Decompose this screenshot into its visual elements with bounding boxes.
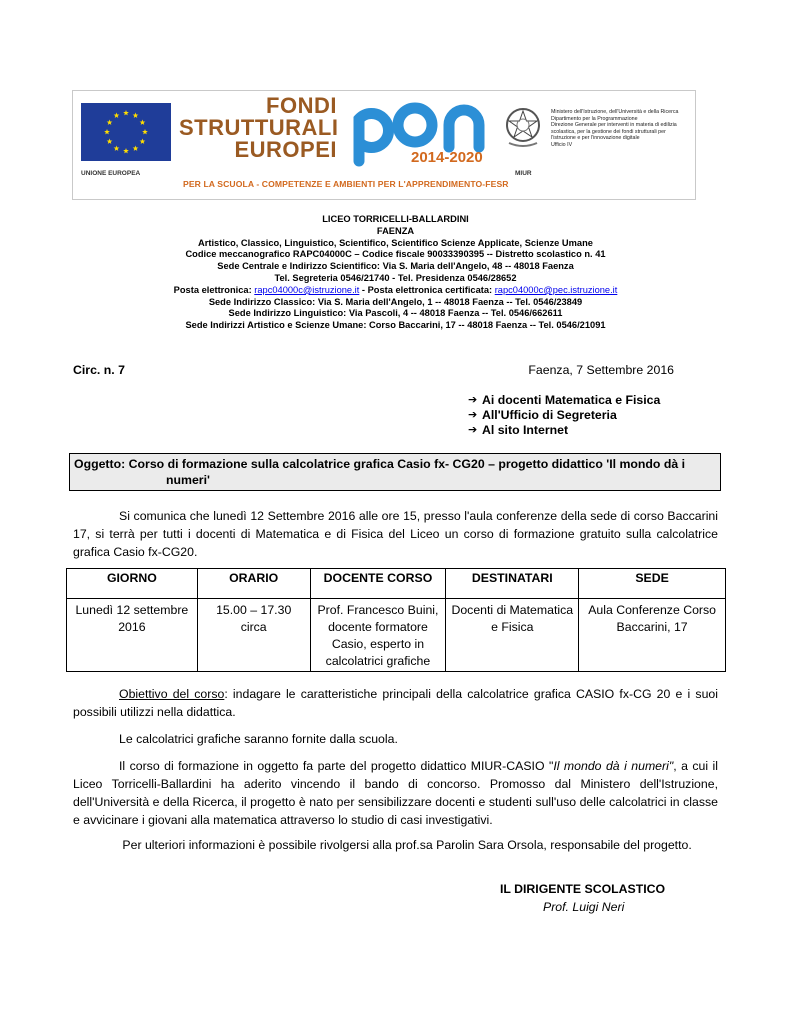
pec-link[interactable]: rapc04000c@pec.istruzione.it <box>494 284 618 295</box>
fondi-strutturali-logo <box>179 95 337 161</box>
table-header-row <box>67 569 726 599</box>
fondi-line: FONDI <box>266 93 337 118</box>
pon-banner <box>72 90 696 200</box>
school-codes: Codice meccanografico RAPC04000C – Codice fiscale 90033390395 -- Distretto scolastico n. 41 <box>185 249 606 260</box>
eu-label: UNIONE EUROPEA <box>81 170 141 177</box>
subject-box <box>69 453 721 491</box>
column-header: SEDE <box>579 569 726 599</box>
recipient-label: Ai docenti Matematica e Fisica <box>482 393 661 407</box>
info-text: Per ulteriori informazioni è possibile rivolgersi alla prof.sa Parolin Sara Orsola, responsabile del progetto. <box>119 838 692 852</box>
document-date: Faenza, 7 Settembre 2016 <box>528 363 674 377</box>
arrow-right-icon: ➔ <box>468 424 478 436</box>
column-header: ORARIO <box>197 569 310 599</box>
table-cell: Prof. Francesco Buini, docente formatore Casio, esperto in calcolatrici grafiche <box>310 599 446 672</box>
arrow-right-icon: ➔ <box>468 409 478 421</box>
school-city: FAENZA <box>376 225 415 236</box>
table-cell: 15.00 – 17.30 circa <box>197 599 310 672</box>
table-cell: Docenti di Matematica e Fisica <box>446 599 579 672</box>
email-link[interactable]: rapc04000c@istruzione.it <box>254 284 360 295</box>
calculators-paragraph <box>73 730 718 748</box>
school-name: LICEO TORRICELLI-BALLARDINI <box>322 214 469 224</box>
recipient-item <box>468 393 660 408</box>
school-main-site: Sede Centrale e Indirizzo Scientifico: Via S. Maria dell'Angelo, 48 -- 48018 Faenza <box>217 261 574 272</box>
italian-republic-emblem-icon <box>503 103 543 149</box>
subject-line: numeri' <box>166 473 210 487</box>
school-courses: Artistico, Classico, Linguistico, Scientifico, Scientifico Scienze Applicate, Scienze Umane <box>198 237 593 248</box>
miur-text-line: Direzione Generale per interventi in materia di edilizia <box>551 122 677 129</box>
intro-paragraph <box>73 507 718 561</box>
project-text-before: Il corso di formazione in oggetto fa parte del progetto didattico MIUR-CASIO " <box>119 759 554 773</box>
table-row <box>67 599 726 672</box>
school-phones: Tel. Segreteria 0546/21740 - Tel. Presidenza 0546/28652 <box>274 272 517 283</box>
project-paragraph <box>73 757 718 829</box>
objective-text: : indagare le caratteristiche principali della calcolatrice grafica CASIO fx-CG 20 e i suoi possibili utilizzi nella didattica. <box>73 687 718 719</box>
school-linguistico-site: Sede Indirizzo Linguistico: Via Pascoli, 4 -- 48018 Faenza -- Tel. 0546/662611 <box>228 308 563 319</box>
email-label: Posta elettronica: <box>173 284 255 295</box>
project-text-after: , a cui il Liceo Torricelli-Ballardini ha aderito vincendo il bando di concorso. Promosso dal Ministero dell'Istruzione, dell'Università e della Ricerca, il progetto è nato per sensibilizzare docenti e studenti sull'uso delle calcolatrici in classe e avvicinare i giovani alla matematica attraverso lo studio di casi investigativi. <box>73 759 718 827</box>
recipient-label: Al sito Internet <box>482 423 569 437</box>
miur-department-text <box>551 109 697 149</box>
eu-flag-icon <box>81 103 171 161</box>
objective-paragraph <box>73 685 718 721</box>
column-header: DOCENTE CORSO <box>310 569 446 599</box>
course-table <box>66 568 726 672</box>
circular-number: Circ. n. 7 <box>73 363 125 377</box>
table-cell: Lunedì 12 settembre 2016 <box>67 599 198 672</box>
info-paragraph <box>73 836 718 854</box>
objective-label: Obiettivo del corso <box>119 687 225 701</box>
pec-label: - Posta elettronica certificata: <box>359 284 495 295</box>
table-cell: Aula Conferenze Corso Baccarini, 17 <box>579 599 726 672</box>
miur-text-line: Ministero dell'Istruzione, dell'Università e della Ricerca <box>551 109 679 115</box>
fondi-line: EUROPEI <box>234 137 337 162</box>
school-header <box>60 214 731 332</box>
school-emails <box>60 285 731 297</box>
banner-strip: PER LA SCUOLA - COMPETENZE E AMBIENTI PER L'APPRENDIMENTO-FESR <box>183 179 509 189</box>
subject-line: Oggetto: Corso di formazione sulla calcolatrice grafica Casio fx- CG20 – progetto didattico 'Il mondo dà i <box>74 457 686 471</box>
recipient-item <box>468 423 660 438</box>
intro-text: Si comunica che lunedì 12 Settembre 2016 alle ore 15, presso l'aula conferenze della sede di corso Baccarini 17, si terrà per tutti i docenti di Matematica e di Fisica del Liceo un corso di formazione gratuito sulla calcolatrice grafica Casio fx-CG20. <box>73 509 718 559</box>
miur-text-line: l'istruzione e per l'innovazione digitale <box>551 135 640 142</box>
pon-years: 2014-2020 <box>411 149 483 166</box>
signature-title: IL DIRIGENTE SCOLASTICO <box>500 882 666 896</box>
project-title: Il mondo dà i numeri" <box>553 759 674 773</box>
miur-text-line: Ufficio IV <box>551 141 573 148</box>
signature-name: Prof. Luigi Neri <box>543 900 625 914</box>
column-header: GIORNO <box>67 569 198 599</box>
fondi-line: STRUTTURALI <box>179 115 339 140</box>
arrow-right-icon: ➔ <box>468 394 478 406</box>
recipients-list <box>468 393 660 438</box>
column-header: DESTINATARI <box>446 569 579 599</box>
recipient-label: All'Ufficio di Segreteria <box>482 408 617 422</box>
school-classico-site: Sede Indirizzo Classico: Via S. Maria dell'Angelo, 1 -- 48018 Faenza -- Tel. 0546/23849 <box>208 296 583 307</box>
miur-label: MIUR <box>515 170 532 177</box>
school-artistico-site: Sede Indirizzi Artistico e Scienze Umane: Corso Baccarini, 17 -- 48018 Faenza -- Tel. 0546/21091 <box>185 320 606 331</box>
miur-text-line: scolastica, per la gestione dei fondi strutturali per <box>551 128 666 135</box>
recipient-item <box>468 408 660 423</box>
calculators-text: Le calcolatrici grafiche saranno fornite dalla scuola. <box>119 732 398 746</box>
miur-text-line: Dipartimento per la Programmazione <box>551 115 638 122</box>
